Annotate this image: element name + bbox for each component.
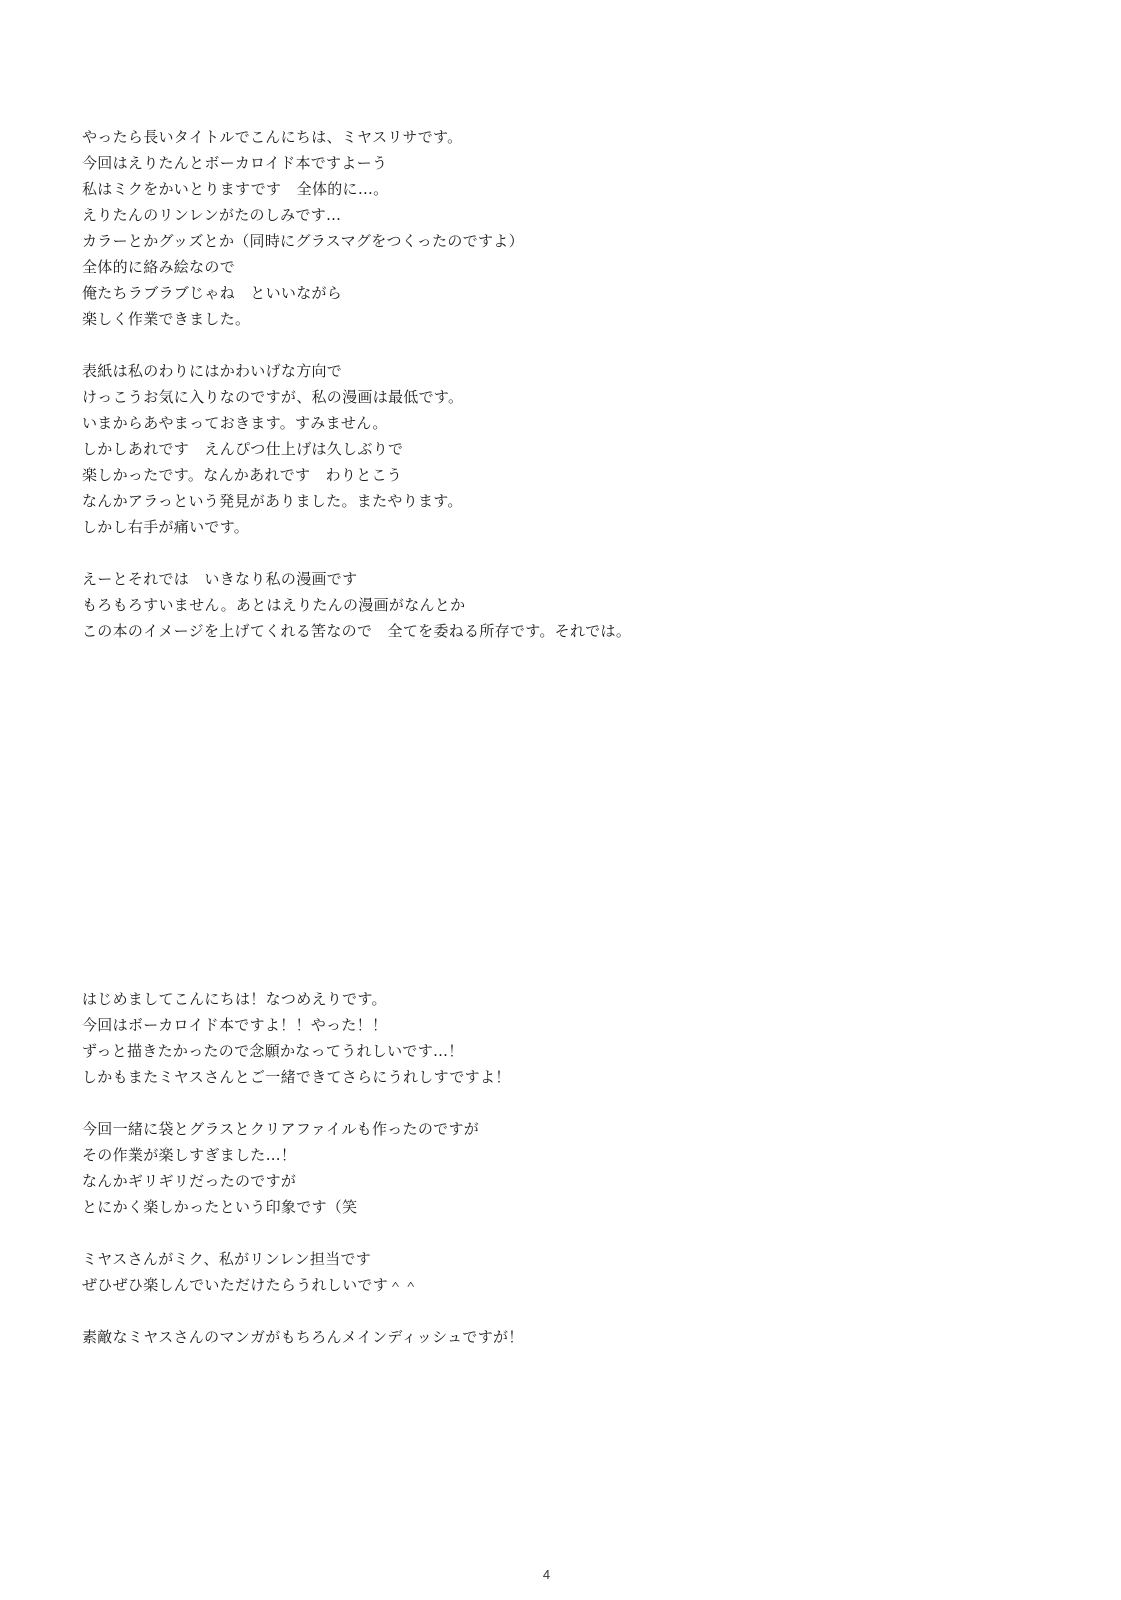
text-line: 今回はえりたんとボーカロイド本ですよーう [82,154,388,172]
text-line: 今回一緒に袋とグラスとクリアファイルも作ったのですが [82,1120,480,1138]
paragraph [82,124,1042,332]
text-line: えーとそれでは いきなり私の漫画です [82,570,358,588]
text-line: しかもまたミヤスさんとご一緒できてさらにうれしすですよ！ [82,1068,511,1086]
text-line: 素敵なミヤスさんのマンガがもちろんメインディッシュですが！ [82,1328,524,1346]
afterword-miyasu [82,124,1042,670]
text-line: 全体的に絡み絵なので [82,258,236,276]
text-line: なんかギリギリだったのですが [82,1172,297,1190]
text-line: カラーとかグッズとか（同時にグラスマグをつくったのですよ） [82,232,524,250]
paragraph [82,358,1042,540]
text-line: しかしあれです えんぴつ仕上げは久しぶりで [82,440,404,458]
text-line: しかし右手が痛いです。 [82,518,250,536]
text-line: ずっと描きたかったので念願かなってうれしいです…！ [82,1042,464,1060]
text-line: 俺たちラブラブじゃね といいながら [82,284,343,302]
paragraph [82,566,1042,644]
text-line: 楽しかったです。なんかあれです わりとこう [82,466,403,484]
text-line: 表紙は私のわりにはかわいげな方向で [82,362,343,380]
paragraph [82,1116,1042,1220]
text-line: いまからあやまっておきます。すみません。 [82,414,388,432]
text-line: えりたんのリンレンがたのしみです… [82,206,342,224]
text-line: とにかく楽しかったという印象です（笑 [82,1198,358,1216]
text-line: 今回はボーカロイド本ですよ！！やった！！ [82,1016,388,1034]
text-line: もろもろすいません。あとはえりたんの漫画がなんとか [82,596,466,614]
text-line: 私はミクをかいとりますです 全体的に…。 [82,180,389,198]
page-number: 4 [542,1567,551,1582]
text-line: ぜひぜひ楽しんでいただけたらうれしいです＾＾ [82,1276,419,1294]
paragraph [82,1246,1042,1298]
text-line: 楽しく作業できました。 [82,310,251,328]
text-line: なんかアラっという発見がありました。またやります。 [82,492,463,510]
text-line: その作業が楽しすぎました…！ [82,1146,297,1164]
afterword-natsume [82,986,1042,1376]
text-line: ミヤスさんがミク、私がリンレン担当です [82,1250,372,1268]
text-line: この本のイメージを上げてくれる筈なので 全てを委ねる所存です。それでは。 [82,622,632,640]
paragraph [82,1324,1042,1350]
text-line: はじめましてこんにちは！なつめえりです。 [82,990,387,1008]
paragraph [82,986,1042,1090]
text-line: けっこうお気に入りなのですが、私の漫画は最低です。 [82,388,464,406]
text-line: やったら長いタイトルでこんにちは、ミヤスリサです。 [82,128,463,146]
